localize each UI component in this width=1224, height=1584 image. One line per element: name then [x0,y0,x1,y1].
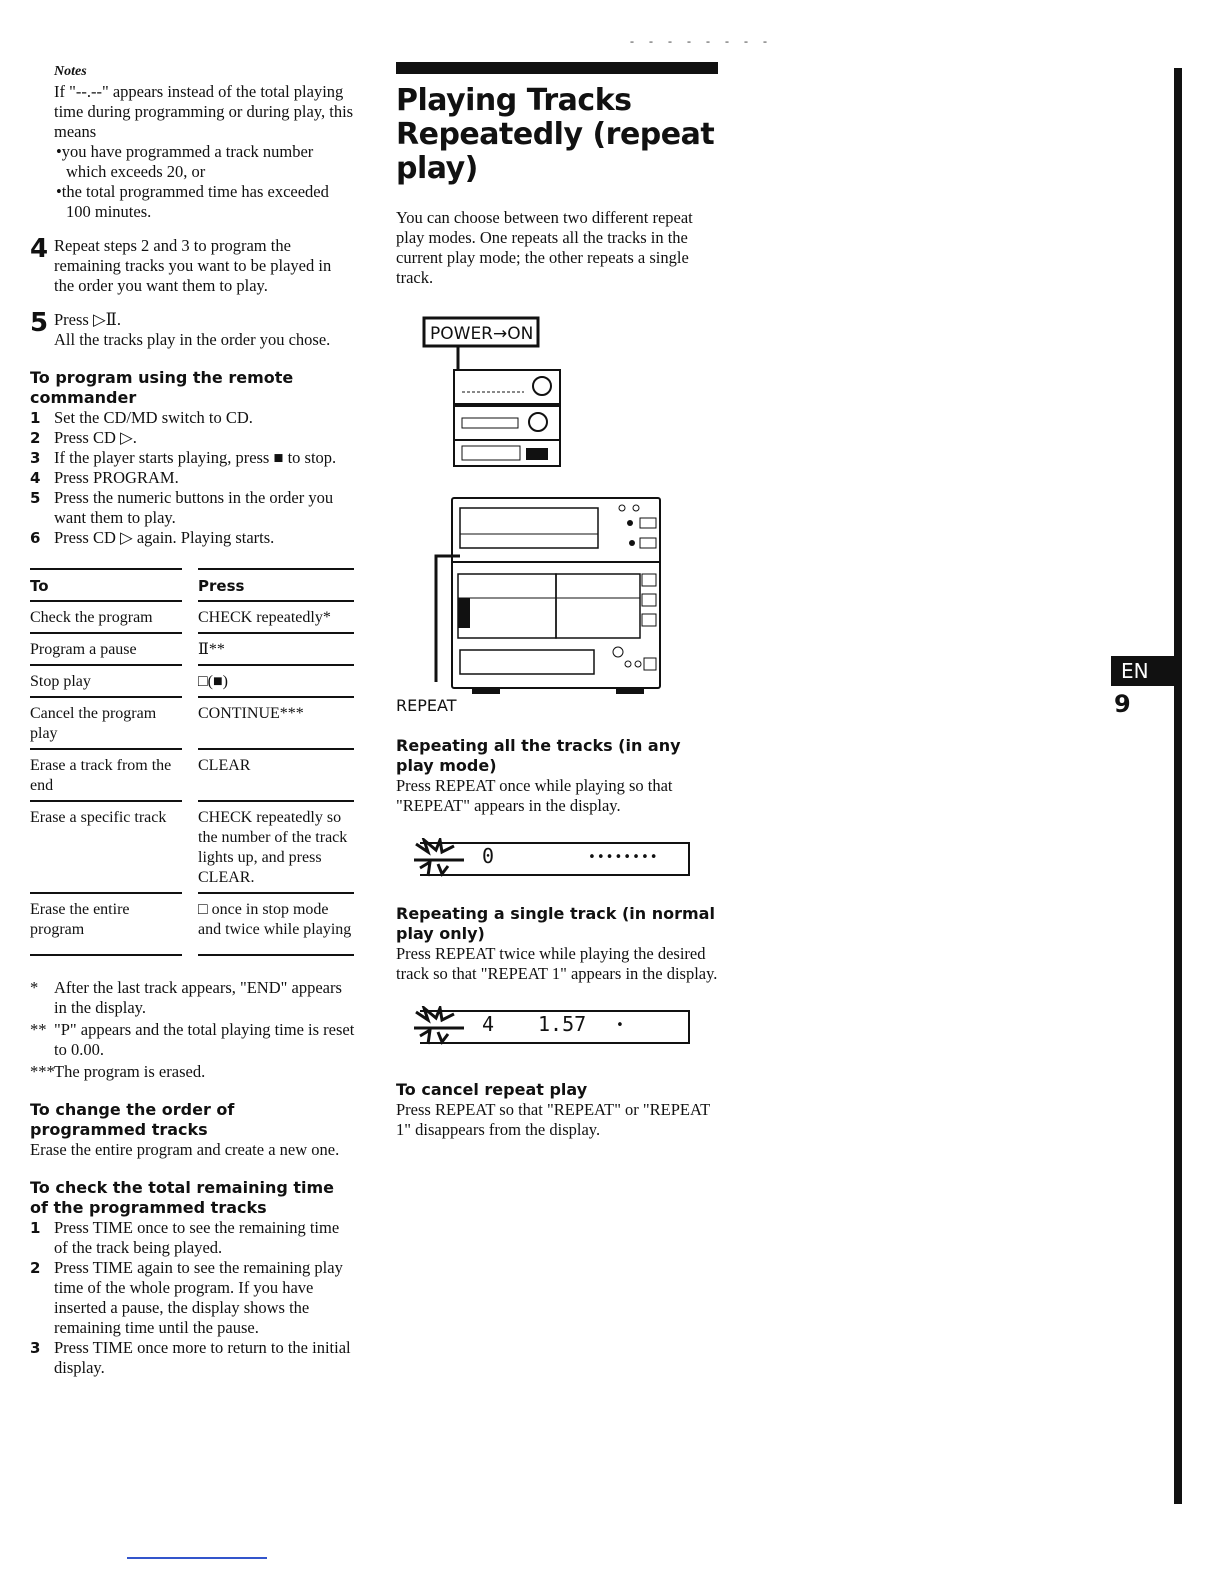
table-row [30,632,354,664]
footnote [30,1020,355,1060]
remote-steps [30,408,355,548]
step-text: Repeat steps 2 and 3 to program the remaining tracks you want to be played in the order you want them to play. [54,236,332,295]
table-cell: Program a pause [30,632,182,664]
table-header-row [30,568,354,600]
repeat-flash-icon [410,1006,470,1046]
repeat-single-text: Press REPEAT twice while playing the desired track so that "REPEAT 1" appears in the display. [396,944,718,983]
table-cell: Erase a track from the end [30,748,182,800]
right-margin-bar [1174,68,1182,1504]
step-number: 5 [30,489,41,507]
list-item [30,408,355,428]
footnote-text: The program is erased. [54,1062,206,1081]
lcd-dots: •••••••• [588,850,659,865]
repeat-single-heading: Repeating a single track (in normal play only) [396,904,715,943]
table-cell: CHECK repeatedly* [198,600,354,632]
step-number: 4 [30,234,49,264]
cancel-heading: To cancel repeat play [396,1080,588,1099]
small-unit-top [454,370,560,404]
program-table [14,568,370,956]
column-header-to: To [30,568,182,600]
section-top-bar [396,62,718,74]
display-repeat-single [420,1010,690,1044]
notes-text: If "--.--" appears instead of the total playing time during programming or during play, this means [54,82,354,141]
step-number: 3 [30,1339,41,1357]
footnote-text: After the last track appears, "END" appears in the display. [54,978,342,1017]
check-steps [30,1218,355,1378]
cancel-text: Press REPEAT so that "REPEAT" or "REPEAT 1" disappears from the display. [396,1100,710,1139]
table-row [30,664,354,696]
power-label: POWER→ON [430,324,534,344]
table-cell: CLEAR [198,748,354,800]
table-cell: Erase the entire program [30,892,182,956]
step-number: 4 [30,469,41,487]
table-cell: Erase a specific track [30,800,182,892]
left-column [30,62,355,1378]
list-item [30,1338,355,1378]
check-heading: To check the total remaining time of the programmed tracks [30,1178,335,1217]
bottom-rule [127,1557,267,1559]
step-text: If the player starts playing, press ■ to stop. [54,448,337,467]
footnote-mark: *** [30,1062,55,1081]
column-header-press: Press [198,568,354,600]
lcd-digit: 0 [482,844,495,868]
table-row [30,892,354,956]
footnote [30,1062,355,1082]
step-number: 3 [30,449,41,467]
remote-heading: To program using the remote commander [30,368,294,407]
intro-text: You can choose between two different repeat play modes. One repeats all the tracks in the current play mode; the other repeats a single track. [396,208,693,287]
list-item [30,1258,355,1338]
middle-column [396,62,718,1140]
lcd-dot: • [616,1018,624,1033]
display-repeat-all [420,842,690,876]
step-number: 2 [30,1259,41,1277]
list-item [30,488,355,528]
footnote-mark: ** [30,1020,47,1039]
table-row [30,696,354,748]
notes-bullet-1: •you have programmed a track number which exceeds 20, or [56,142,314,181]
step-number: 6 [30,529,41,547]
stereo-illustration [396,312,676,702]
table-cell: □(■) [198,664,354,696]
step-text: Set the CD/MD switch to CD. [54,408,253,427]
list-item [30,448,355,468]
table-row [30,800,354,892]
list-item [30,528,355,548]
step-5 [30,310,355,350]
table-cell: Ⅱ** [198,632,354,664]
notes-block [30,62,355,222]
table-cell: Stop play [30,664,182,696]
step-text: Press CD ▷. [54,428,137,447]
table-cell: CHECK repeatedly so the number of the track lights up, and press CLEAR. [198,800,354,892]
repeat-all-text: Press REPEAT once while playing so that "REPEAT" appears in the display. [396,776,673,815]
footnote [30,978,355,1018]
page-title: Playing Tracks Repeatedly (repeat play) [396,83,715,186]
step-4 [30,236,355,296]
list-item [30,468,355,488]
lcd-track-number: 4 [482,1012,495,1036]
list-item [30,1218,355,1258]
repeat-label: REPEAT [396,696,457,715]
notes-title: Notes [54,64,87,79]
page-number: 9 [1114,690,1131,718]
table-row [30,600,354,632]
table-cell: Cancel the program play [30,696,182,748]
step-text: Press TIME once to see the remaining time of the track being played. [54,1218,340,1257]
footnotes [30,978,355,1082]
notes-bullet-2: •the total programmed time has exceeded 100 minutes. [56,182,329,221]
table-cell: Check the program [30,600,182,632]
step-number: 1 [30,409,41,427]
step-number: 5 [30,308,49,338]
step-number: 1 [30,1219,41,1237]
step-text: Press TIME once more to return to the initial display. [54,1338,351,1377]
repeat-flash-icon [410,838,470,878]
step-text: Press ▷Ⅱ. [54,310,121,329]
step-number: 2 [30,429,41,447]
stereo-diagram [396,312,676,702]
lcd-time: 1.57 [538,1012,587,1036]
small-unit-mid [454,406,560,440]
step-text: Press the numeric buttons in the order you want them to play. [54,488,334,527]
step-text: Press TIME again to see the remaining play time of the whole program. If you have inserted a pause, the display shows the remaining time until the pause. [54,1258,343,1337]
change-text: Erase the entire program and create a new one. [30,1140,340,1159]
step-text: Press CD ▷ again. Playing starts. [54,528,275,547]
repeat-all-heading: Repeating all the tracks (in any play mode) [396,736,681,775]
table-cell: CONTINUE*** [198,696,354,748]
step-text: Press PROGRAM. [54,468,179,487]
table-row [30,748,354,800]
language-tab: EN [1111,656,1181,686]
footnote-text: "P" appears and the total playing time is reset to 0.00. [54,1020,355,1059]
list-item [30,428,355,448]
change-heading: To change the order of programmed tracks [30,1100,235,1139]
header-dots: - - - - - - - - [630,34,773,48]
step-subtext: All the tracks play in the order you chose. [54,330,331,349]
table-cell: □ once in stop mode and twice while playing [198,892,354,956]
footnote-mark: * [30,978,39,997]
